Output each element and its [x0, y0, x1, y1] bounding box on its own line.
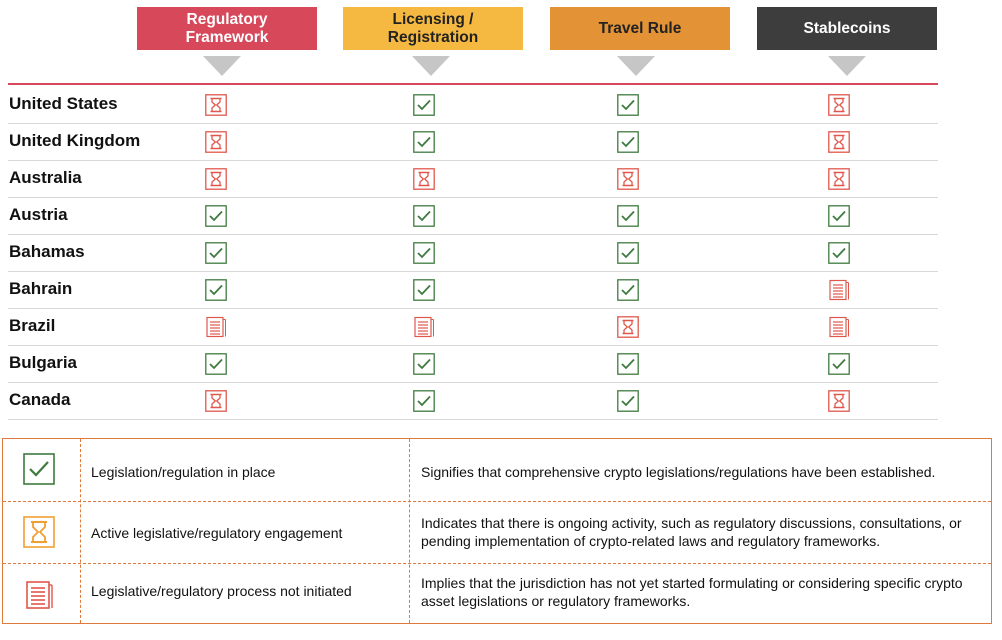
- check-icon: [413, 353, 435, 375]
- column-header-licensing-registration: Licensing / Registration: [343, 7, 523, 50]
- check-icon: [413, 94, 435, 116]
- document-icon: [205, 316, 227, 338]
- table-row: [8, 345, 938, 383]
- legend: [2, 438, 992, 624]
- hourglass-icon: [828, 390, 850, 412]
- table-row: [8, 123, 938, 161]
- country-name: Bahamas: [9, 242, 85, 261]
- check-icon: [617, 242, 639, 264]
- legend-label: Legislation/regulation in place: [91, 464, 276, 480]
- check-icon: [617, 205, 639, 227]
- down-arrow-icon: [203, 56, 241, 76]
- check-icon: [205, 205, 227, 227]
- legend-description: Signifies that comprehensive crypto legislations/regulations have been established.: [421, 464, 936, 480]
- document-icon: [23, 579, 55, 611]
- hourglass-icon: [205, 168, 227, 190]
- check-icon: [413, 205, 435, 227]
- country-name: Austria: [9, 205, 68, 224]
- hourglass-icon: [205, 131, 227, 153]
- hourglass-icon: [828, 168, 850, 190]
- down-arrow-icon: [412, 56, 450, 76]
- document-icon: [828, 279, 850, 301]
- legend-label: Active legislative/regulatory engagement: [91, 525, 343, 541]
- check-icon: [413, 390, 435, 412]
- check-icon: [617, 94, 639, 116]
- check-icon: [23, 453, 55, 485]
- table-row: [8, 382, 938, 420]
- down-arrow-icon: [828, 56, 866, 76]
- check-icon: [617, 131, 639, 153]
- column-header-regulatory-framework: Regulatory Framework: [137, 7, 317, 50]
- check-icon: [828, 242, 850, 264]
- check-icon: [205, 353, 227, 375]
- legend-description: Indicates that there is ongoing activity, such as regulatory discussions, consultations, or pending implementation of crypto-related laws and regulatory frameworks.: [421, 515, 962, 549]
- country-name: Bulgaria: [9, 353, 78, 372]
- legend-row-in-place: [3, 439, 991, 501]
- country-name: Brazil: [9, 316, 56, 335]
- check-icon: [617, 279, 639, 301]
- table-row: [8, 308, 938, 346]
- column-header-stablecoins: Stablecoins: [757, 7, 937, 50]
- hourglass-icon: [23, 516, 55, 548]
- hourglass-icon: [205, 94, 227, 116]
- check-icon: [828, 205, 850, 227]
- table-row: [8, 86, 938, 124]
- down-arrow-icon: [617, 56, 655, 76]
- legend-description: Implies that the jurisdiction has not yet started formulating or considering specific crypto asset legislations or regulatory frameworks.: [421, 575, 963, 609]
- hourglass-icon: [413, 168, 435, 190]
- hourglass-icon: [617, 168, 639, 190]
- check-icon: [617, 353, 639, 375]
- check-icon: [617, 390, 639, 412]
- country-name: United Kingdom: [9, 131, 141, 150]
- table-row: [8, 197, 938, 235]
- hourglass-icon: [828, 94, 850, 116]
- check-icon: [205, 242, 227, 264]
- hourglass-icon: [617, 316, 639, 338]
- country-name: Canada: [9, 390, 71, 409]
- country-name: United States: [9, 94, 118, 113]
- country-name: Bahrain: [9, 279, 73, 298]
- table-row: [8, 160, 938, 198]
- document-icon: [413, 316, 435, 338]
- table-row: [8, 234, 938, 272]
- country-name: Australia: [9, 168, 82, 187]
- header-divider: [8, 83, 938, 85]
- hourglass-icon: [828, 131, 850, 153]
- check-icon: [413, 131, 435, 153]
- check-icon: [413, 242, 435, 264]
- legend-row-engagement: [3, 501, 991, 564]
- legend-label: Legislative/regulatory process not initiated: [91, 583, 352, 599]
- table-row: [8, 271, 938, 309]
- check-icon: [413, 279, 435, 301]
- legend-row-not-initiated: [3, 563, 991, 623]
- column-header-travel-rule: Travel Rule: [550, 7, 730, 50]
- document-icon: [828, 316, 850, 338]
- check-icon: [205, 279, 227, 301]
- hourglass-icon: [205, 390, 227, 412]
- check-icon: [828, 353, 850, 375]
